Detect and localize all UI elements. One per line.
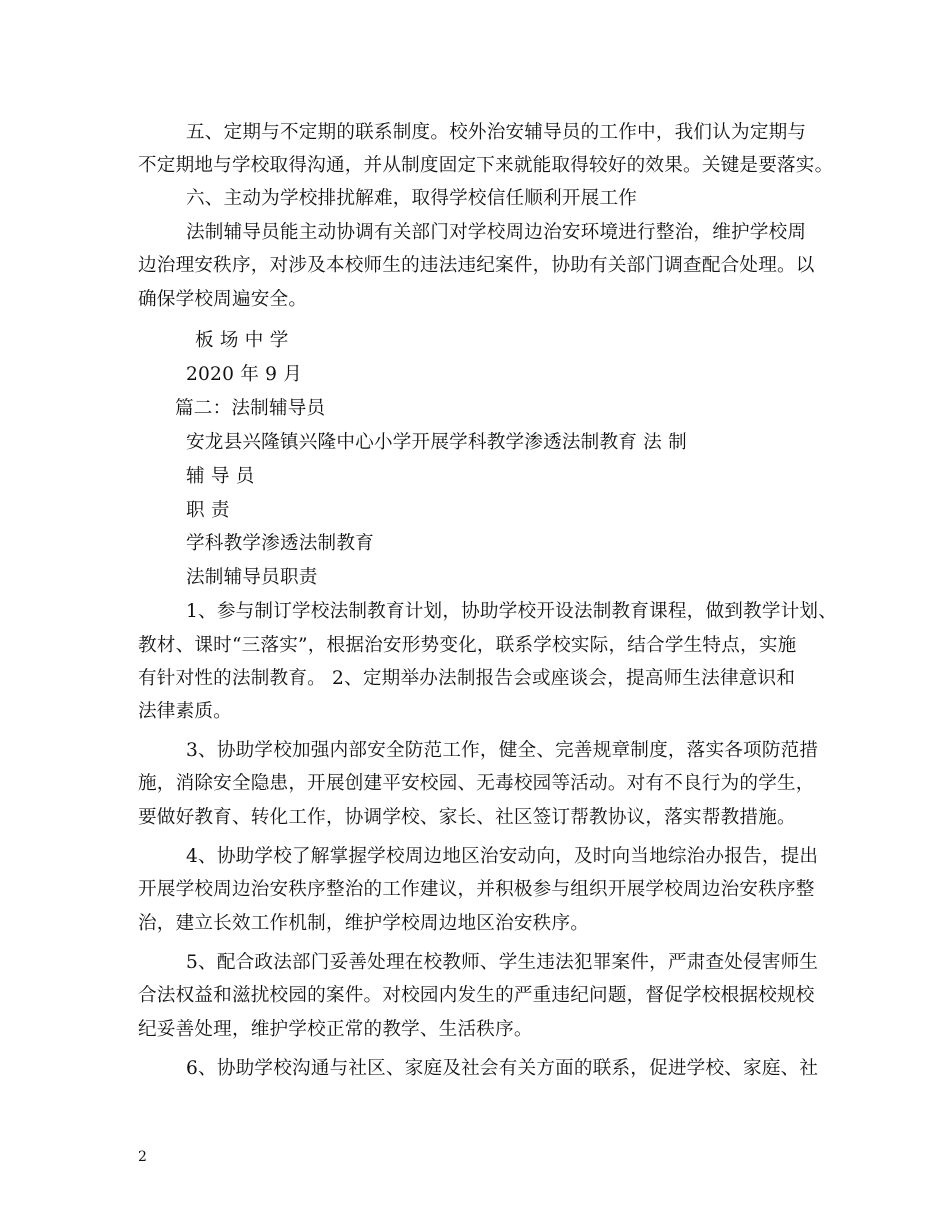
paragraph-line: 1、参与制订学校法制教育计划，协助学校开设法制教育课程，做到教学计划、 — [186, 601, 838, 622]
paragraph-line: 确保学校周遍安全。 — [138, 289, 308, 310]
paragraph-line: 法律素质。 — [138, 701, 232, 722]
paragraph-line: 安龙县兴隆镇兴隆中心小学开展学科教学渗透法制教育 法 制 — [186, 432, 687, 453]
paragraph-line: 合法权益和滋扰校园的案件。对校园内发生的严重违纪问题，督促学校根据校规校 — [138, 985, 815, 1006]
paragraph-line: 4、协助学校了解掌握学校周边地区治安动向，及时向当地综治办报告，提出 — [186, 846, 819, 867]
paragraph-line: 有针对性的法制教育。 2、定期举办法制报告会或座谈会，提高师生法律意识和 — [138, 668, 796, 689]
paragraph-line: 开展学校周边治安秩序整治的工作建议，并积极参与组织开展学校周边治安秩序整 — [138, 879, 815, 900]
paragraph-line: 不定期地与学校取得沟通，并从制度固定下来就能取得较好的效果。关键是要落实。 — [138, 155, 834, 176]
paragraph-line: 边治理安秩序，对涉及本校师生的违法违纪案件，协助有关部门调查配合处理。以 — [138, 255, 815, 276]
paragraph-line: 要做好教育、转化工作，协调学校、家长、社区签订帮教协议，落实帮教措施。 — [138, 807, 796, 828]
paragraph-line: 3、协助学校加强内部安全防范工作，健全、完善规章制度，落实各项防范措 — [186, 740, 819, 761]
section-heading: 六、主动为学校排扰解难，取得学校信任顺利开展工作 — [186, 188, 638, 209]
signature-date: 2020 年 9 月 — [186, 364, 303, 385]
paragraph-line: 治，建立长效工作机制，维护学校周边地区治安秩序。 — [138, 913, 590, 934]
paragraph-line: 学科教学渗透法制教育 — [186, 533, 374, 554]
paragraph-line: 施，消除安全隐患，开展创建平安校园、无毒校园等活动。对有不良行为的学生， — [138, 773, 815, 794]
paragraph-line: 6、协助学校沟通与社区、家庭及社会有关方面的联系，促进学校、家庭、社 — [186, 1058, 819, 1079]
paragraph-line: 辅 导 员 — [186, 466, 255, 487]
paragraph-line: 法制辅导员职责 — [186, 567, 318, 588]
paragraph-line: 5、配合政法部门妥善处理在校教师、学生违法犯罪案件，严肃查处侵害师生 — [186, 952, 819, 973]
paragraph-line: 法制辅导员能主动协调有关部门对学校周边治安环境进行整治，维护学校周 — [186, 222, 807, 243]
paragraph-line: 纪妥善处理，维护学校正常的教学、生活秩序。 — [138, 1019, 533, 1040]
signature-school: 板 场 中 学 — [195, 330, 289, 351]
section-title: 篇二：法制辅导员 — [175, 398, 326, 419]
paragraph-line: 职 责 — [186, 500, 230, 521]
paragraph-line: 五、定期与不定期的联系制度。校外治安辅导员的工作中，我们认为定期与 — [186, 122, 807, 143]
page-number: 2 — [138, 1149, 147, 1165]
paragraph-line: 教材、课时“三落实”，根据治安形势变化，联系学校实际，结合学生特点，实施 — [138, 635, 797, 656]
